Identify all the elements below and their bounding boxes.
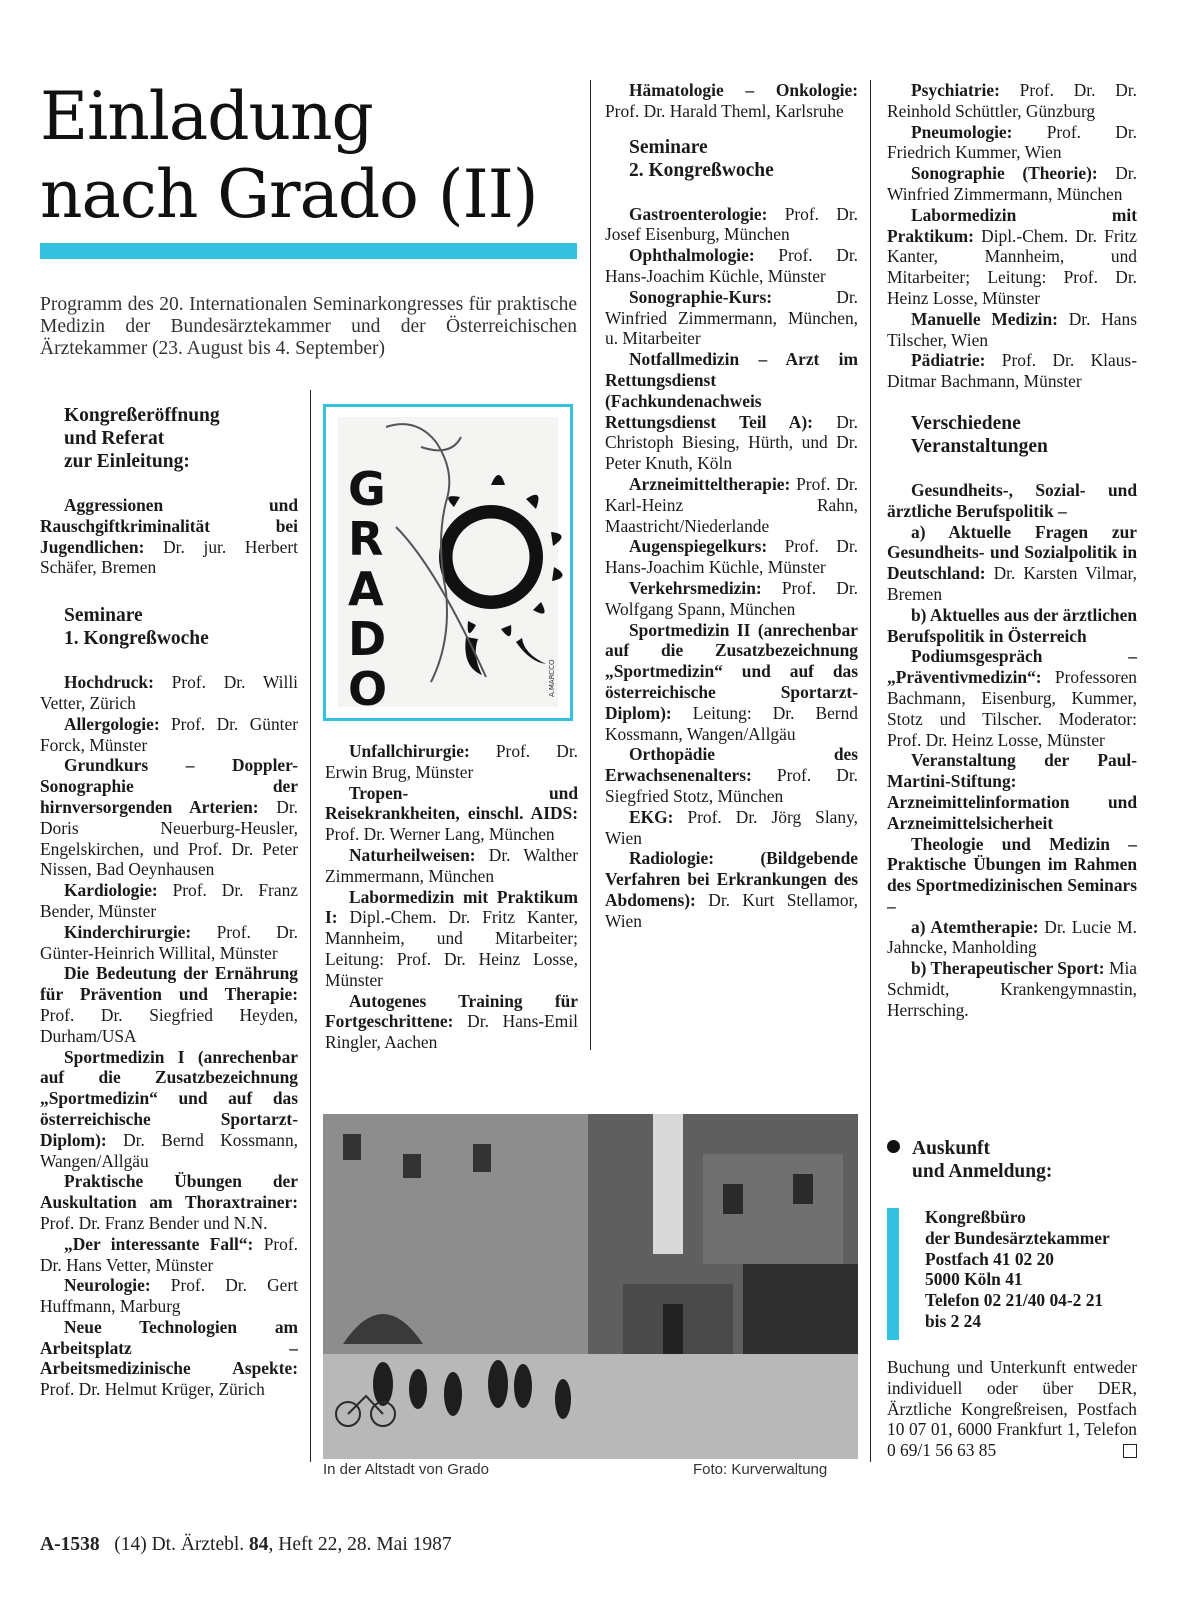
entry-topic: Die Bedeutung der Ernährung für Prävention und Therapie: (40, 963, 298, 1005)
entry-topic: Aggressionen und Rauschgiftkriminalität bei Jugendlichen: (40, 495, 298, 557)
entry-speaker: Prof. Dr. Harald Theml, Karlsruhe (605, 100, 844, 121)
program-entry (40, 714, 298, 756)
intro-paragraph: Programm des 20. Internationalen Seminarkongresses für praktische Medizin der Bundesärztekammer und der Österreichischen Ärztekammer (23. August bis 4. September) (40, 294, 577, 359)
bullet-icon (887, 1140, 900, 1153)
booking-info: Buchung und Unterkunft entweder individuell oder über DER, Ärztliche Kongreßreisen, Postfach 10 07 01, 6000 Frankfurt 1, Telefon 0 69/1 56 63 85 (887, 1357, 1137, 1461)
entry-topic: Labormedizin mit Praktikum: (887, 204, 1137, 246)
heading-week-2: Seminare 2. Kongreßwoche (629, 136, 774, 181)
column-2 (325, 741, 578, 1053)
program-entry (605, 536, 858, 578)
entry-topic: Kinderchirurgie: (64, 921, 192, 942)
entry-topic: Unfallchirurgie: (349, 741, 470, 761)
entry-speaker: Prof. Dr. Franz Bender, Münster (40, 880, 298, 921)
entry-topic: Gastroenterologie: (629, 203, 768, 224)
entry-topic: Pädiatrie: (911, 350, 986, 371)
entry-speaker: Prof. Dr. Karl-Heinz Rahn, Maastricht/Niederlande (605, 473, 858, 536)
entry-topic: Orthopädie des Erwachsenenalters: (605, 744, 858, 786)
entry-topic: Tropen- und Reisekrankheiten, einschl. AIDS: (325, 782, 578, 824)
entry-speaker: Dr. Hans Tilscher, Wien (887, 308, 1137, 350)
entries-col-2 (325, 741, 578, 1053)
entry-speaker: Dr. Winfried Zimmermann, München (887, 163, 1137, 204)
entry-speaker: Dr. Walther Zimmermann, München (325, 844, 578, 886)
program-entry (40, 963, 298, 1046)
entry-speaker: Dr. Bernd Kossmann, Wangen/Allgäu (40, 1129, 298, 1171)
auskunft-heading: Auskunft und Anmeldung: (887, 1137, 1052, 1183)
heading-opening: Kongreßeröffnung und Referat zur Einleitung: (64, 405, 220, 472)
entry-speaker: Mia Schmidt, Krankengymnastin, Herrsching. (887, 958, 1137, 1020)
entry-speaker: Prof. Dr. Hans-Joachim Küchle, Münster (605, 536, 858, 578)
program-entry (887, 917, 1137, 959)
program-entry (887, 309, 1137, 351)
entry-topic: Hochdruck: (64, 672, 154, 693)
entry-speaker: Prof. Dr. Hans-Joachim Küchle, Münster (605, 245, 858, 286)
program-entry (40, 755, 298, 880)
program-entry (887, 605, 1137, 647)
address-accent-bar (887, 1208, 899, 1340)
program-entry (325, 887, 578, 991)
entry-topic: Notfallmedizin – Arzt im Rettungsdienst (Fachkundenachweis Rettungsdienst Teil A): (605, 349, 858, 432)
entry-speaker: Dr. Winfried Zimmermann, München, u. Mitarbeiter (605, 286, 858, 349)
svg-text:R: R (348, 512, 384, 566)
poster-illustration (326, 407, 570, 718)
entry-topic: Hämatologie – Onkologie: (629, 80, 858, 100)
column-divider (870, 80, 871, 1462)
entry-topic: Arzneimitteltherapie: (629, 473, 791, 494)
entry-speaker: Dipl.-Chem. Dr. Fritz Kanter, Mannheim, und Mitarbeiter; Leitung: Prof. Dr. Heinz Losse, Münster (887, 225, 1137, 308)
entry-speaker: Dr. Lucie M. Jahncke, Manholding (887, 916, 1137, 958)
entry-speaker: Dr. Kurt Stellamor, Wien (605, 889, 858, 931)
entry-speaker: Prof. Dr. Siegfried Heyden, Durham/USA (40, 1004, 298, 1046)
program-entry (40, 1171, 298, 1233)
entry-topic: Grundkurs – Doppler-Sonographie der hirnversorgenden Arterien: (40, 755, 298, 817)
entry-speaker: Dr. Doris Neuerburg-Heusler, Engelskirchen, und Prof. Dr. Peter Nissen, Bad Oeynhausen (40, 796, 298, 880)
contact-address: Kongreßbüro der Bundesärztekammer Postfach 41 02 20 5000 Köln 41 Telefon 02 21/40 04-2 21 bis 2 24 (925, 1207, 1110, 1331)
program-entry (605, 848, 858, 931)
entry-topic: Verkehrsmedizin: (629, 577, 762, 598)
entry-speaker: Prof. Dr. Dr. Reinhold Schüttler, Günzburg (887, 80, 1137, 121)
svg-text:G: G (348, 462, 386, 516)
entry-topic: Veranstaltung der Paul-Martini-Stiftung: Arzneimittelinformation und Arzneimittelsicherheit (887, 750, 1137, 833)
program-entry (887, 205, 1137, 309)
entry-topic: Allergologie: (64, 713, 160, 734)
program-entry (605, 744, 858, 806)
title-line-2: nach Grado (II) (40, 156, 538, 233)
heading-misc-events: Verschiedene Veranstaltungen (911, 412, 1048, 457)
program-entry (605, 620, 858, 745)
entry-topic: Sportmedizin I (anrechenbar auf die Zusatzbezeichnung „Sportmedizin“ und auf das österreichische Sportarzt-Diplom): (40, 1046, 298, 1150)
entry-speaker: Prof. Dr. Josef Eisenburg, München (605, 203, 858, 245)
entry-topic: Praktische Übungen der Auskultation am Thoraxtrainer: (40, 1171, 298, 1213)
entry-speaker: Prof. Dr. Friedrich Kummer, Wien (887, 121, 1137, 163)
entry-speaker: Prof. Dr. Erwin Brug, Münster (325, 741, 578, 782)
entry-speaker: Prof. Dr. Franz Bender und N.N. (40, 1212, 268, 1233)
entry-speaker: Prof. Dr. Gert Huffmann, Marburg (40, 1275, 298, 1317)
svg-text:A: A (348, 562, 384, 616)
entries-col-3-top (605, 80, 858, 122)
entry-topic: Sportmedizin II (anrechenbar auf die Zusatzbezeichnung „Sportmedizin“ und auf das österreichische Sportarzt-Diplom): (605, 619, 858, 723)
entry-speaker: Prof. Dr. Willi Vetter, Zürich (40, 672, 298, 713)
program-entry (887, 163, 1137, 205)
entry-topic: Sonographie (Theorie): (911, 163, 1098, 184)
grado-poster (323, 404, 573, 721)
program-entry (887, 646, 1137, 750)
page-number: A-1538 (40, 1534, 100, 1555)
entry-speaker: Prof. Dr. Helmut Krüger, Zürich (40, 1379, 265, 1400)
entry-speaker: Dr. jur. Herbert Schäfer, Bremen (40, 536, 298, 578)
column-divider (310, 390, 311, 1462)
page-title (40, 78, 580, 234)
entry-speaker: Dipl.-Chem. Dr. Fritz Kanter, Mannheim, und Mitarbeiter; Leitung: Prof. Dr. Heinz Losse, Münster (325, 907, 578, 990)
program-entry (40, 1047, 298, 1172)
entries-misc-events (887, 480, 1137, 1021)
program-entry (40, 672, 298, 714)
entry-topic: b) Aktuelles aus der ärztlichen Berufspolitik in Österreich (887, 604, 1137, 646)
entry-topic: a) Atemtherapie: (911, 916, 1039, 937)
entry-topic: Neue Technologien am Arbeitsplatz – Arbeitsmedizinische Aspekte: (40, 1316, 298, 1379)
entry-topic: EKG: (629, 806, 674, 827)
entry-topic: Neurologie: (64, 1275, 151, 1296)
program-entry (325, 783, 578, 845)
entry-topic: Gesundheits-, Sozial- und ärztliche Berufspolitik – (887, 479, 1137, 521)
program-entry (325, 741, 578, 783)
old-town-photo (323, 1114, 858, 1459)
program-entry (40, 1317, 298, 1400)
program-entry (887, 80, 1137, 122)
program-entry (605, 578, 858, 620)
program-entry (605, 349, 858, 474)
program-entry (605, 807, 858, 849)
entry-topic: Theologie und Medizin – Praktische Übungen im Rahmen des Sportmedizinischen Seminars – (887, 833, 1137, 916)
program-entry (887, 834, 1137, 917)
entry-speaker: Prof. Dr. Günter-Heinrich Willital, Münster (40, 921, 298, 963)
entries-week-1 (40, 672, 298, 1400)
entry-topic: „Der interessante Fall“: (64, 1233, 254, 1254)
photo-caption: In der Altstadt von Grado (323, 1461, 489, 1478)
heading-week-1: Seminare 1. Kongreßwoche (64, 605, 209, 650)
entry-topic: Pneumologie: (911, 121, 1013, 142)
entry-topic: Radiologie: (Bildgebende Verfahren bei Erkrankungen des Abdomens): (605, 848, 858, 910)
program-entry (40, 1234, 298, 1276)
program-entry (605, 245, 858, 287)
entry-topic: Sonographie-Kurs: (629, 286, 773, 307)
title-line-1: Einladung (40, 78, 373, 155)
entry-topic: a) Aktuelle Fragen zur Gesundheits- und Sozialpolitik in Deutschland: (887, 521, 1137, 584)
entry-topic: b) Therapeutischer Sport: (911, 958, 1105, 979)
entry-speaker: Dr. Karsten Vilmar, Bremen (887, 563, 1137, 604)
program-entry (40, 880, 298, 922)
entry-topic: Autogenes Training für Fortgeschrittene: (325, 990, 578, 1032)
entry-speaker: Prof. Dr. Hans Vetter, Münster (40, 1233, 298, 1275)
svg-text:O: O (348, 662, 388, 716)
entry-speaker: Leitung: Dr. Bernd Kossmann, Wangen/Allgäu (605, 702, 858, 744)
program-entry (325, 845, 578, 887)
entry-speaker: Dr. Hans-Emil Ringler, Aachen (325, 1011, 578, 1053)
program-entry (325, 991, 578, 1053)
entry-topic: Labormedizin mit Praktikum I: (325, 886, 578, 928)
entry-speaker: Prof. Dr. Werner Lang, München (325, 824, 555, 845)
program-entry (887, 350, 1137, 392)
program-entry (605, 80, 858, 122)
page-footer: A-1538 (14) Dt. Ärztebl. 84, Heft 22, 28. Mai 1987 (40, 1534, 452, 1555)
photo-credit: Foto: Kurverwaltung (693, 1461, 828, 1478)
entry-topic: Augenspiegelkurs: (629, 536, 768, 557)
program-entry (887, 522, 1137, 605)
entry-topic: Podiumsgespräch – „Präventivmedizin“: (887, 646, 1137, 688)
program-entry (887, 958, 1137, 1020)
entry-speaker: Prof. Dr. Siegfried Stotz, München (605, 765, 858, 806)
entry-speaker: Prof. Dr. Jörg Slany, Wien (605, 806, 858, 848)
program-entry (40, 495, 298, 578)
entry-topic: Kardiologie: (64, 880, 158, 901)
entry-speaker: Prof. Dr. Günter Forck, Münster (40, 713, 298, 755)
end-mark-icon (1123, 1444, 1137, 1458)
entry-speaker: Professoren Bachmann, Eisenburg, Kummer, Stotz und Tilscher. Moderator: Prof. Dr. Heinz Losse, Münster (887, 667, 1137, 750)
program-entry (40, 1275, 298, 1317)
entry-topic: Manuelle Medizin: (911, 308, 1058, 329)
program-entry (40, 922, 298, 964)
program-entry (887, 122, 1137, 164)
program-entry (605, 474, 858, 536)
column-3 (605, 80, 858, 931)
title-accent-bar (40, 243, 577, 259)
poster-signature: A.MARCCO (548, 659, 556, 697)
svg-text:D: D (348, 612, 387, 666)
program-entry (887, 750, 1137, 833)
entry-speaker: Prof. Dr. Klaus-Ditmar Bachmann, Münster (887, 350, 1137, 392)
entries-opening (40, 495, 298, 578)
entries-col-4-top (887, 80, 1137, 392)
entry-speaker: Prof. Dr. Wolfgang Spann, München (605, 577, 858, 619)
column-1 (40, 404, 298, 1400)
entry-topic: Psychiatrie: (911, 80, 1000, 100)
entry-topic: Ophthalmologie: (629, 245, 755, 266)
program-entry (605, 204, 858, 246)
column-4 (887, 80, 1137, 1021)
program-entry (605, 287, 858, 349)
column-divider (590, 80, 591, 1050)
grado-letters (348, 462, 387, 716)
entries-week-2 (605, 204, 858, 932)
entry-speaker: Dr. Christoph Biesing, Hürth, und Dr. Peter Knuth, Köln (605, 411, 858, 474)
program-entry (887, 480, 1137, 522)
entry-topic: Naturheilweisen: (349, 844, 476, 865)
